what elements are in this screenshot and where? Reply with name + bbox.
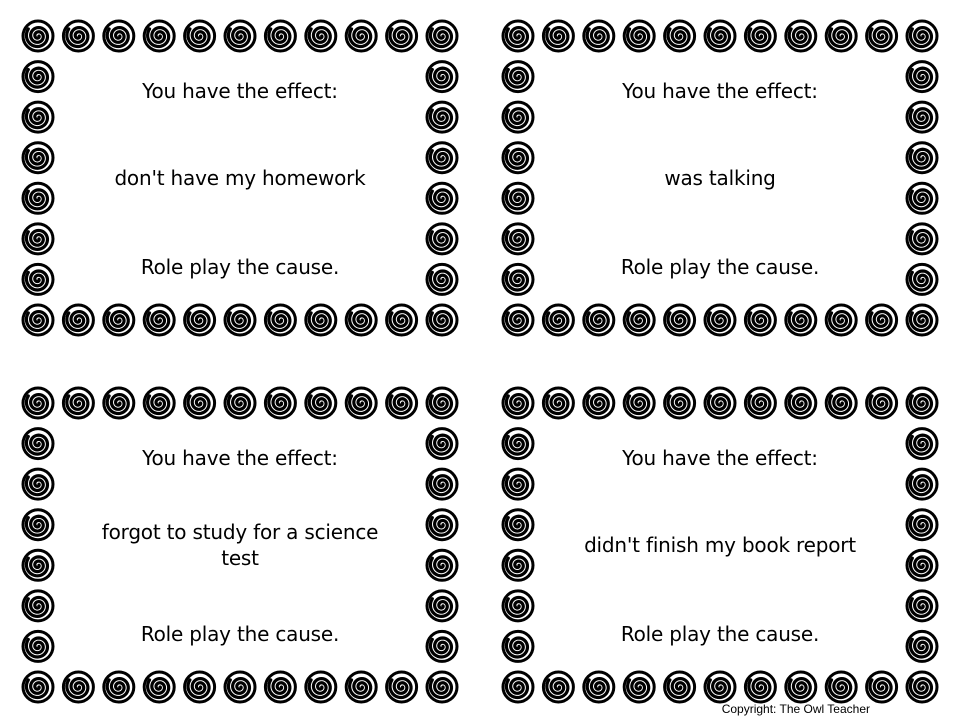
spiral-icon xyxy=(907,21,937,51)
spiral-icon xyxy=(503,510,533,540)
spiral-icon xyxy=(503,550,533,580)
spiral-icon xyxy=(503,469,533,499)
spiral-icon xyxy=(907,62,937,92)
spiral-icon xyxy=(23,102,53,132)
spiral-icon xyxy=(543,388,573,418)
card-effect: don't have my homework xyxy=(114,166,366,190)
spiral-icon xyxy=(104,21,134,51)
spiral-icon xyxy=(427,21,457,51)
spiral-icon xyxy=(427,672,457,702)
spiral-icon xyxy=(185,21,215,51)
spiral-icon xyxy=(225,305,255,335)
spiral-icon xyxy=(665,388,695,418)
spiral-icon xyxy=(23,305,53,335)
spiral-icon xyxy=(144,305,174,335)
spiral-icon xyxy=(503,143,533,173)
spiral-icon xyxy=(63,21,93,51)
spiral-icon xyxy=(23,591,53,621)
spiral-icon xyxy=(624,21,654,51)
spiral-icon xyxy=(265,21,295,51)
card-prompt: You have the effect: xyxy=(142,79,338,103)
spiral-icon xyxy=(265,672,295,702)
spiral-icon xyxy=(745,21,775,51)
spiral-icon xyxy=(23,510,53,540)
copyright-notice: Copyright: The Owl Teacher xyxy=(721,702,870,716)
spiral-icon xyxy=(104,305,134,335)
spiral-icon xyxy=(907,264,937,294)
spiral-icon xyxy=(185,672,215,702)
spiral-icon xyxy=(543,305,573,335)
spiral-icon xyxy=(543,672,573,702)
spiral-icon xyxy=(427,429,457,459)
card-effect: didn't finish my book report xyxy=(584,533,856,557)
card-instruction: Role play the cause. xyxy=(140,255,340,279)
spiral-icon xyxy=(867,21,897,51)
spiral-icon xyxy=(543,21,573,51)
spiral-icon xyxy=(705,388,735,418)
card-effect: forgot to study for a science test xyxy=(101,520,379,570)
spiral-icon xyxy=(427,388,457,418)
spiral-icon xyxy=(503,21,533,51)
spiral-icon xyxy=(427,62,457,92)
spiral-icon xyxy=(745,305,775,335)
spiral-icon xyxy=(387,305,417,335)
spiral-icon xyxy=(665,672,695,702)
spiral-icon xyxy=(225,21,255,51)
spiral-icon xyxy=(826,305,856,335)
spiral-icon xyxy=(907,224,937,254)
card-instruction: Role play the cause. xyxy=(140,622,340,646)
spiral-icon xyxy=(584,388,614,418)
spiral-icon xyxy=(867,305,897,335)
spiral-icon xyxy=(867,672,897,702)
spiral-icon xyxy=(265,305,295,335)
spiral-icon xyxy=(503,429,533,459)
spiral-icon xyxy=(907,631,937,661)
spiral-icon xyxy=(584,672,614,702)
spiral-icon xyxy=(907,510,937,540)
spiral-icon xyxy=(907,550,937,580)
spiral-icon xyxy=(705,21,735,51)
spiral-icon xyxy=(624,672,654,702)
spiral-icon xyxy=(427,550,457,580)
spiral-icon xyxy=(306,388,336,418)
spiral-icon xyxy=(23,429,53,459)
spiral-icon xyxy=(427,591,457,621)
spiral-icon xyxy=(23,21,53,51)
spiral-icon xyxy=(144,388,174,418)
spiral-icon xyxy=(427,510,457,540)
spiral-icon xyxy=(346,672,376,702)
spiral-icon xyxy=(786,21,816,51)
spiral-icon xyxy=(23,550,53,580)
spiral-icon xyxy=(23,631,53,661)
spiral-icon xyxy=(503,264,533,294)
spiral-icon xyxy=(786,672,816,702)
spiral-icon xyxy=(907,143,937,173)
task-card-2 xyxy=(500,18,940,348)
card-prompt: You have the effect: xyxy=(142,446,338,470)
spiral-icon xyxy=(104,672,134,702)
card-instruction: Role play the cause. xyxy=(620,255,820,279)
spiral-icon xyxy=(907,672,937,702)
spiral-icon xyxy=(306,305,336,335)
spiral-icon xyxy=(225,672,255,702)
spiral-icon xyxy=(503,388,533,418)
spiral-icon xyxy=(786,388,816,418)
spiral-icon xyxy=(63,672,93,702)
spiral-icon xyxy=(346,21,376,51)
spiral-icon xyxy=(306,672,336,702)
spiral-icon xyxy=(427,143,457,173)
spiral-icon xyxy=(104,388,134,418)
spiral-icon xyxy=(826,672,856,702)
spiral-icon xyxy=(665,305,695,335)
task-card-3 xyxy=(20,385,460,715)
spiral-icon xyxy=(705,305,735,335)
spiral-icon xyxy=(427,305,457,335)
spiral-icon xyxy=(503,631,533,661)
spiral-icon xyxy=(907,469,937,499)
spiral-icon xyxy=(387,672,417,702)
spiral-icon xyxy=(185,305,215,335)
spiral-icon xyxy=(427,224,457,254)
spiral-icon xyxy=(427,102,457,132)
spiral-icon xyxy=(503,183,533,213)
spiral-icon xyxy=(665,21,695,51)
spiral-icon xyxy=(265,388,295,418)
spiral-icon xyxy=(144,21,174,51)
spiral-icon xyxy=(745,672,775,702)
spiral-icon xyxy=(23,224,53,254)
spiral-icon xyxy=(907,429,937,459)
spiral-icon xyxy=(346,388,376,418)
spiral-icon xyxy=(225,388,255,418)
spiral-icon xyxy=(185,388,215,418)
spiral-icon xyxy=(427,631,457,661)
spiral-icon xyxy=(826,21,856,51)
spiral-icon xyxy=(624,305,654,335)
spiral-icon xyxy=(23,143,53,173)
spiral-icon xyxy=(306,21,336,51)
spiral-icon xyxy=(786,305,816,335)
spiral-icon xyxy=(144,672,174,702)
spiral-icon xyxy=(624,388,654,418)
spiral-icon xyxy=(907,388,937,418)
card-instruction: Role play the cause. xyxy=(620,622,820,646)
spiral-icon xyxy=(23,62,53,92)
spiral-icon xyxy=(346,305,376,335)
spiral-icon xyxy=(427,183,457,213)
card-prompt: You have the effect: xyxy=(622,446,818,470)
spiral-icon xyxy=(23,264,53,294)
spiral-icon xyxy=(705,672,735,702)
spiral-icon xyxy=(826,388,856,418)
spiral-icon xyxy=(23,388,53,418)
spiral-icon xyxy=(23,183,53,213)
spiral-icon xyxy=(503,672,533,702)
spiral-icon xyxy=(503,62,533,92)
spiral-icon xyxy=(907,305,937,335)
task-card-1 xyxy=(20,18,460,348)
spiral-icon xyxy=(503,224,533,254)
spiral-icon xyxy=(584,21,614,51)
spiral-icon xyxy=(63,388,93,418)
spiral-icon xyxy=(503,102,533,132)
spiral-icon xyxy=(503,591,533,621)
task-card-4 xyxy=(500,385,940,715)
spiral-icon xyxy=(63,305,93,335)
spiral-icon xyxy=(427,264,457,294)
spiral-icon xyxy=(745,388,775,418)
spiral-icon xyxy=(23,469,53,499)
spiral-icon xyxy=(503,305,533,335)
spiral-icon xyxy=(584,305,614,335)
card-prompt: You have the effect: xyxy=(622,79,818,103)
spiral-icon xyxy=(867,388,897,418)
spiral-icon xyxy=(427,469,457,499)
spiral-icon xyxy=(907,183,937,213)
spiral-icon xyxy=(907,591,937,621)
spiral-icon xyxy=(23,672,53,702)
card-effect: was talking xyxy=(664,166,776,190)
spiral-icon xyxy=(387,21,417,51)
spiral-icon xyxy=(907,102,937,132)
spiral-icon xyxy=(387,388,417,418)
